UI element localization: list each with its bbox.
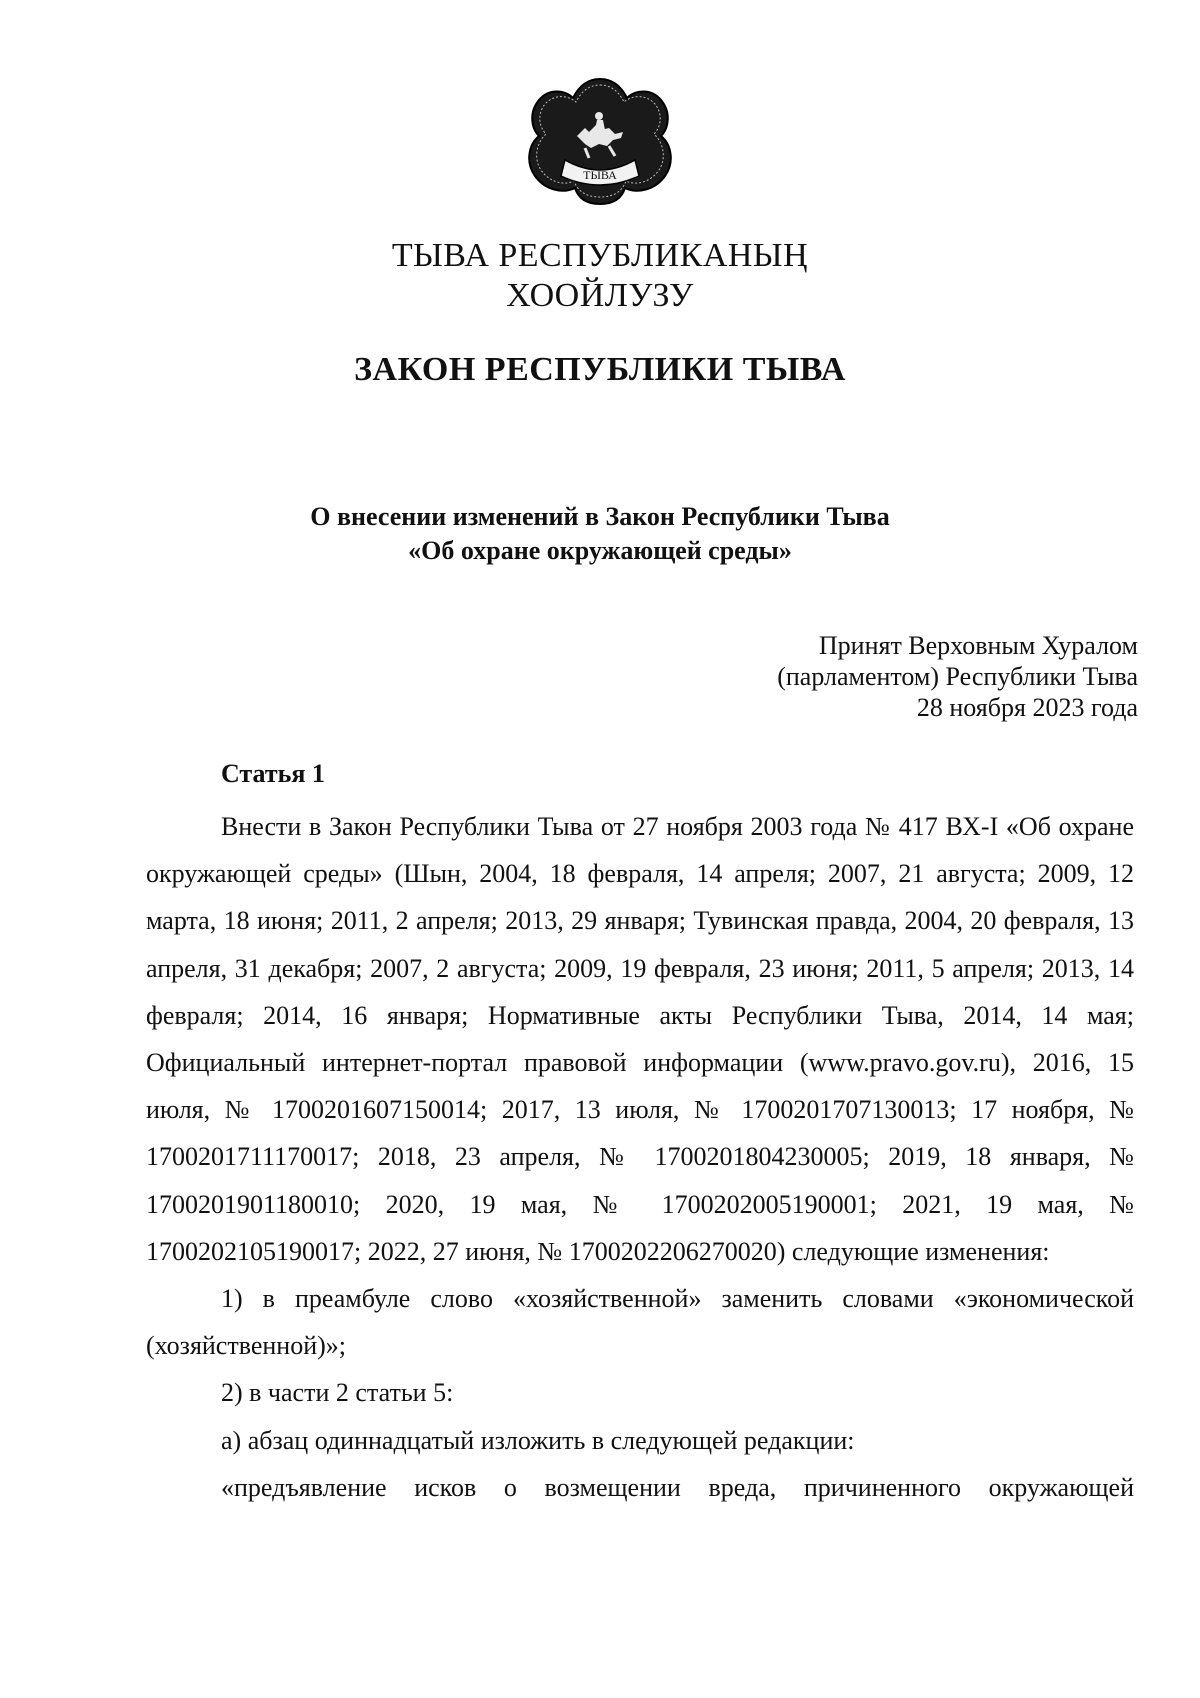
document-title-line2: «Об охране окружающей среды» [408, 536, 792, 565]
adoption-note [658, 630, 1138, 723]
article-heading: Статья 1 [221, 759, 325, 788]
article-body [146, 803, 1134, 1511]
law-heading: ЗАКОН РЕСПУБЛИКИ ТЫВА [354, 351, 846, 388]
emblem-ribbon-text: ТЫВА [583, 168, 617, 182]
article-paragraph: 1) в преамбуле слово «хозяйственной» заменить словами «экономической (хозяйственной)»; [146, 1284, 1134, 1361]
adoption-date: 28 ноября 2023 года [916, 693, 1138, 722]
adoption-note-line2: (парламентом) Республики Тыва [777, 662, 1138, 691]
article-paragraph: «предъявление исков о возмещении вреда, причиненного окружающей [221, 1472, 1134, 1502]
tyvan-heading-line2: ХООЙЛУЗУ [506, 277, 694, 314]
document-title [0, 500, 1200, 568]
tyvan-heading-line1: ТЫВА РЕСПУБЛИКАНЫҢ [391, 237, 809, 274]
article-paragraph: Внести в Закон Республики Тыва от 27 ноября 2003 года № 417 ВХ-I «Об охране окружающей среды» (Шын, 2004, 18 февраля, 14 апреля; 2007, 21 августа; 2009, 12 марта, 18 июня; 2011, 2 апреля; 2013, 29 января; Тувинская правда, 2004, 20 февраля, 13 апреля, 31 декабря; 2007, 2 августа; 2009, 19 февраля, 23 июня; 2011, 5 апреля; 2013, 14 февраля; 2014, 16 января; Нормативные акты Республики Тыва, 2014, 14 мая; Официальный интернет-портал правовой информации (www.pravo.gov.ru), 2016, 15 июля, № 1700201607150014; 2017, 13 июля, № 1700201707130013; 17 ноября, № 1700201711170017; 2018, 23 апреля, № 1700201804230005; 2019, 18 января, № 1700201901180010; 2020, 19 мая, № 1700202005190001; 2021, 19 мая, № 1700202105190017; 2022, 27 июня, № 1700202206270020) следующие изменения: [146, 812, 1134, 1266]
article-paragraph: а) абзац одиннадцатый изложить в следующей редакции: [221, 1425, 855, 1455]
tyva-coat-of-arms-icon [525, 76, 675, 206]
tyvan-heading [0, 236, 1200, 316]
adoption-note-line1: Принят Верховным Хуралом [818, 631, 1138, 660]
article-paragraph: 2) в части 2 статьи 5: [221, 1378, 454, 1408]
document-title-line1: О внесении изменений в Закон Республики Тыва [310, 502, 890, 531]
